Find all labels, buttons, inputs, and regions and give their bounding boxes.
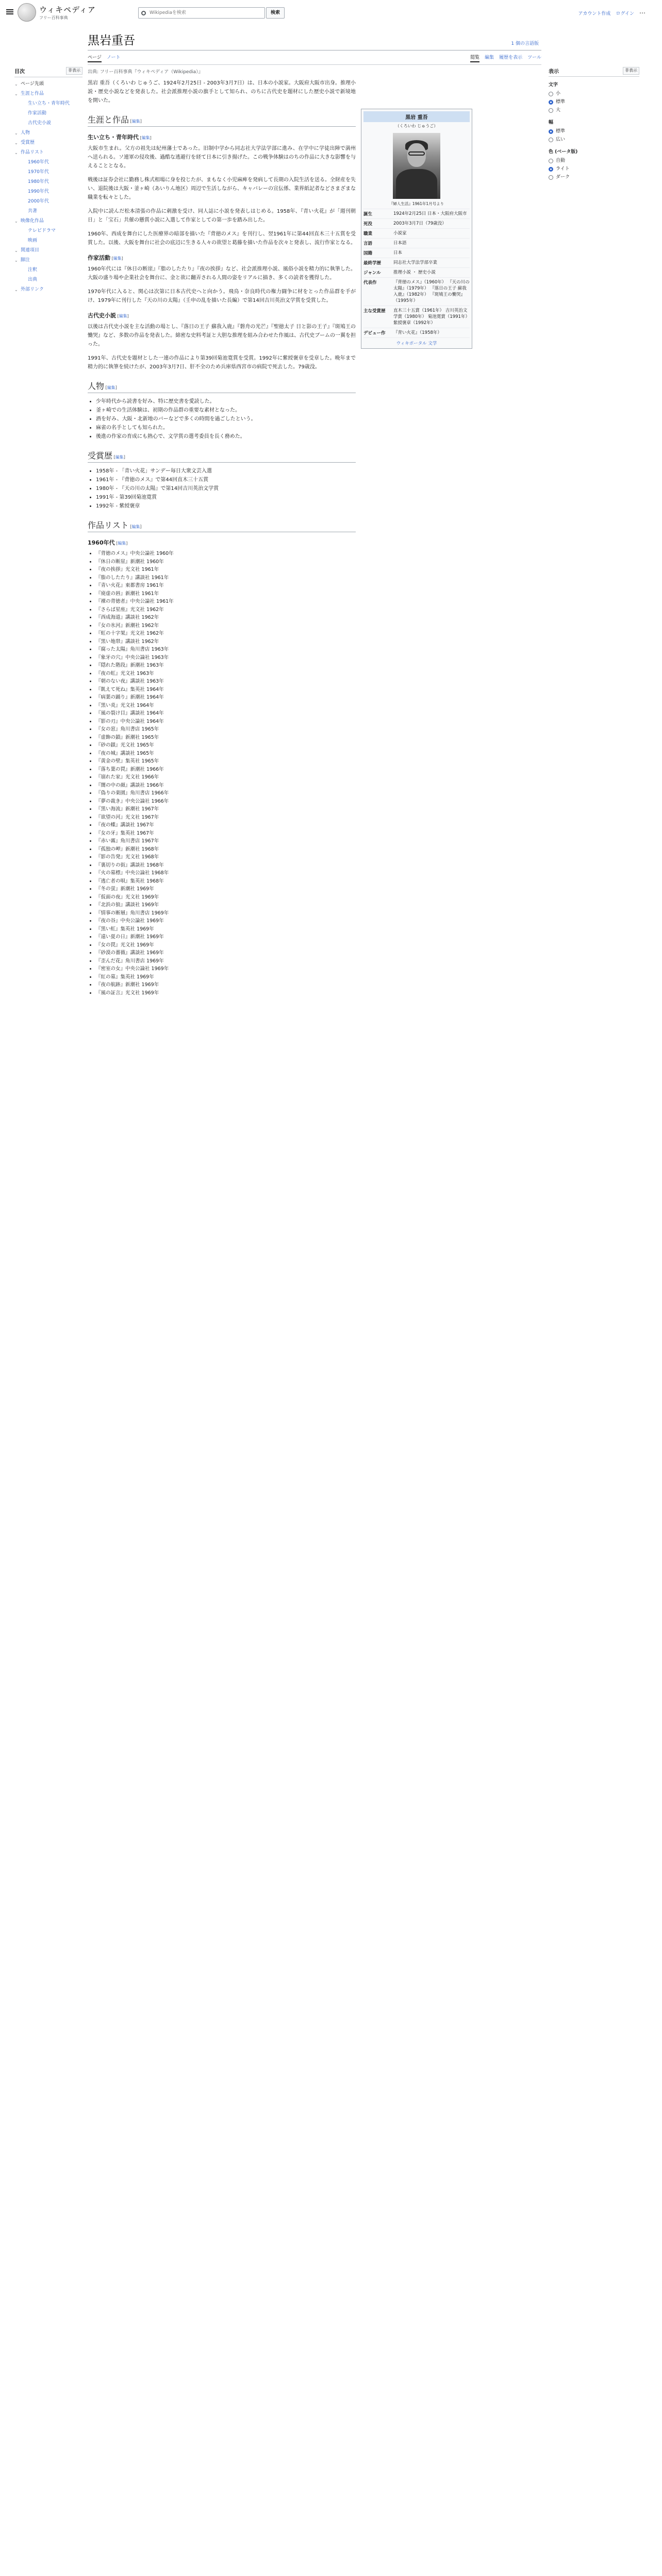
width-option[interactable] xyxy=(549,135,639,144)
toc-item-label: 受賞歴 xyxy=(21,140,35,145)
edit-link[interactable]: [編集] xyxy=(110,256,123,261)
toc-item-label: 作品リスト xyxy=(21,150,44,155)
portal-link[interactable] xyxy=(363,337,470,346)
list-item: • 1992年 - 紫綬褒章 xyxy=(96,502,356,511)
section-heading xyxy=(88,380,356,393)
toc-item-label: 2000年代 xyxy=(28,199,49,204)
toc-item[interactable] xyxy=(14,236,82,246)
work-item[interactable]: • 『風の証言』光文社 1969年 xyxy=(96,989,550,997)
color-option[interactable] xyxy=(549,165,639,173)
list-item: • 酒を好み、大阪・北新地のバーなどで多くの時間を過ごしたという。 xyxy=(96,415,356,423)
list-item: • 1961年 - 『背徳のメス』で第44回直木三十五賞 xyxy=(96,476,356,484)
work-item[interactable]: • 『廃虚の唇』新潮社 1961年 xyxy=(96,590,550,598)
chevron-down-icon: ⌄ xyxy=(14,219,18,224)
work-item[interactable]: • 『仮面の夜』光文社 1969年 xyxy=(96,893,550,902)
edit-link[interactable]: [編集] xyxy=(114,541,128,546)
infobox-row xyxy=(363,238,470,248)
toc-hide-button[interactable]: 非表示 xyxy=(66,67,82,75)
infobox-row xyxy=(363,228,470,238)
infobox-key: 職業 xyxy=(363,231,373,236)
toc-item[interactable] xyxy=(14,148,82,158)
paragraph: 1960年、西成を舞台にした医療界の暗部を描いた『背徳のメス』を刊行し、翌1961年に第44回直木三十五賞を受賞した。以後、大阪を舞台に社会の底辺に生きる人々の欲望と葛藤を描いた作品を次々と発表し、流行作家となる。 xyxy=(88,231,356,246)
work-item[interactable]: • 『北浜の狼』講談社 1969年 xyxy=(96,901,550,909)
list-item: • 少年時代から読書を好み、特に歴史書を愛読した。 xyxy=(96,397,356,406)
language-button[interactable]: 1 個の言語版 xyxy=(511,41,539,46)
infobox-value: 日本 xyxy=(393,250,403,256)
infobox-key: 代表作 xyxy=(363,280,377,285)
toc-header xyxy=(14,67,82,77)
toc-item[interactable] xyxy=(14,275,82,285)
work-item[interactable]: • 『黒い地帯』講談社 1962年 xyxy=(96,638,550,646)
toc-item[interactable] xyxy=(14,167,82,177)
work-item[interactable]: • 『朝のない夜』講談社 1963年 xyxy=(96,677,550,686)
bullet-icon xyxy=(22,207,26,216)
infobox-row xyxy=(363,258,470,267)
section-heading-text: 生涯と作品 xyxy=(88,115,129,125)
toc-item[interactable] xyxy=(14,118,82,128)
work-item[interactable]: • 『さらば星座』光文社 1962年 xyxy=(96,606,550,614)
bullet-icon xyxy=(22,187,26,197)
site-logo[interactable] xyxy=(18,3,96,22)
work-item[interactable]: • 『女の罠』光文社 1969年 xyxy=(96,941,550,950)
text-size-option[interactable] xyxy=(549,90,639,98)
text-size-option[interactable] xyxy=(549,106,639,114)
bullet-icon xyxy=(22,99,26,109)
toc-item[interactable] xyxy=(14,99,82,109)
section-heading-text: 受賞歴 xyxy=(88,451,113,461)
infobox-value: 『青い火花』（1958年） xyxy=(393,330,442,335)
work-item[interactable]: • 『裸の背徳者』中央公論社 1961年 xyxy=(96,598,550,606)
width-options xyxy=(549,127,639,144)
infobox-value: 『背徳のメス』（1960年） 『天の川の太陽』（1979年） 『落日の王子 蘇我入鹿』（1982年） 『斑鳩王の慟哭』（1995年） xyxy=(393,280,470,303)
work-item[interactable]: • 『黒い虹』集英社 1969年 xyxy=(96,925,550,934)
tabs-right xyxy=(470,54,541,62)
edit-link[interactable]: [編集] xyxy=(129,119,142,124)
work-item[interactable]: • 『黒い炎』光文社 1964年 xyxy=(96,702,550,710)
infobox-value: 小説家 xyxy=(393,231,407,236)
edit-link[interactable]: [編集] xyxy=(112,455,125,460)
bullet-list xyxy=(88,467,356,511)
toc-title: 目次 xyxy=(14,69,25,75)
work-item[interactable]: • 『背徳のメス』中央公論社 1960年 xyxy=(96,550,550,558)
search-box[interactable] xyxy=(138,7,265,19)
work-item[interactable]: • 『女の牙』集英社 1967年 xyxy=(96,829,550,838)
list-item: • 麻雀の名手としても知られた。 xyxy=(96,423,356,432)
bullet-icon xyxy=(22,158,26,167)
infobox-row xyxy=(363,306,470,328)
toc-item-label: 共著 xyxy=(28,209,38,214)
work-item[interactable]: • 『腐った太陽』角川書店 1963年 xyxy=(96,646,550,654)
infobox-value: 1924年2月25日 日本・大阪府大阪市 xyxy=(393,211,467,216)
work-item[interactable]: • 『崩れた家』光文社 1966年 xyxy=(96,773,550,782)
toc-item[interactable] xyxy=(14,207,82,216)
bullet-icon xyxy=(22,226,26,236)
section-heading xyxy=(88,449,356,463)
chevron-down-icon: ⌄ xyxy=(14,131,18,135)
work-item[interactable]: • 『夜の蝶』講談社 1967年 xyxy=(96,821,550,829)
site-header xyxy=(0,0,662,26)
tab-1[interactable]: ノート xyxy=(106,55,121,60)
infobox-key: 主な受賞歴 xyxy=(363,309,386,314)
color-options xyxy=(549,157,639,181)
toc-item-label: 注釈 xyxy=(28,267,38,273)
toc-item-label: 1960年代 xyxy=(28,160,49,165)
tab-0[interactable]: ページ xyxy=(88,54,102,62)
toc-item-label: 古代史小説 xyxy=(28,121,52,126)
edit-link[interactable]: [編集] xyxy=(128,524,142,529)
work-item[interactable]: • 『遠い夏の日』新潮社 1969年 xyxy=(96,933,550,941)
section-heading-text: 生い立ち・青年時代 xyxy=(88,134,139,141)
infobox xyxy=(361,109,472,349)
infobox-key: ジャンル xyxy=(363,270,381,276)
paragraph: 1970年代に入ると、関心は次第に日本古代史へと向かう。飛鳥・奈良時代の権力闘争に材をとった作品群を手がけ、1979年に刊行した『天の川の太陽』（壬申の乱を描いた長編）で第14回吉川英治文学賞を受賞した。 xyxy=(88,289,356,303)
intro-paragraph: 黒岩 重吾（くろいわ じゅうご、1924年2月25日 - 2003年3月7日）は、日本の小説家。大阪府大阪市出身。推理小説・歴史小説などを発表した。社会派推理小説の旗手として知られ、のちに古代史を題材にした歴史小説で新境地を開いた。 xyxy=(88,80,356,104)
color-option[interactable] xyxy=(549,157,639,165)
toc-item-label: 映画 xyxy=(28,238,38,243)
width-label: 幅 xyxy=(549,120,554,125)
work-item[interactable]: • 『夜の虹』光文社 1963年 xyxy=(96,670,550,678)
bullet-icon xyxy=(22,177,26,187)
portal-link-text[interactable]: ウィキポータル 文学 xyxy=(396,341,437,346)
infobox-subtitle: （くろいわ じゅうご） xyxy=(395,124,438,128)
portrait-caption: 『婦人生活』1961年1月号より xyxy=(389,201,444,206)
toc-item[interactable] xyxy=(14,197,82,207)
width-label: 広い xyxy=(556,137,566,142)
work-item[interactable]: • 『夢の裁き』中央公論社 1966年 xyxy=(96,798,550,806)
toc-item[interactable] xyxy=(14,285,82,295)
list-item: • 1991年 - 第39回菊池寛賞 xyxy=(96,493,356,502)
color-label: 色 (ベータ版) xyxy=(549,149,578,155)
main-content xyxy=(88,31,541,1002)
work-item[interactable]: • 『青い火花』東都書房 1961年 xyxy=(96,582,550,590)
infobox-key: 誕生 xyxy=(363,212,373,217)
edit-link[interactable]: [編集] xyxy=(104,385,117,390)
bullet-list xyxy=(88,397,356,441)
work-item[interactable]: • 『欲望の河』光文社 1967年 xyxy=(96,814,550,822)
radio-icon xyxy=(549,100,553,105)
radio-icon xyxy=(549,138,553,142)
work-item[interactable]: • 『砂の鎖』光文社 1965年 xyxy=(96,741,550,750)
chevron-down-icon: ⌄ xyxy=(14,141,18,145)
infobox-key: 言語 xyxy=(363,241,373,246)
work-item[interactable]: • 『火の墓標』中央公論社 1968年 xyxy=(96,869,550,877)
work-item[interactable]: • 『病葉の踊り』新潮社 1964年 xyxy=(96,693,550,702)
radio-icon xyxy=(549,92,553,96)
infobox-rows xyxy=(363,209,470,337)
work-item[interactable]: • 『密室の女』中央公論社 1969年 xyxy=(96,965,550,973)
section-heading-text: 人物 xyxy=(88,381,105,391)
create-account-link[interactable]: アカウント作成 xyxy=(578,11,611,16)
section-heading-text: 古代史小説 xyxy=(88,312,116,319)
search-icon xyxy=(141,11,146,15)
bullet-icon xyxy=(22,236,26,246)
tab-right-1[interactable]: 編集 xyxy=(485,55,494,60)
toc-item-label: 関連項目 xyxy=(21,248,40,253)
article-sections xyxy=(88,113,356,547)
work-item[interactable]: • 『孤独の岬』新潮社 1968年 xyxy=(96,845,550,854)
work-item[interactable]: • 『砂漠の薔薇』講談社 1969年 xyxy=(96,949,550,957)
work-item[interactable]: • 『落ち葉の罠』新潮社 1966年 xyxy=(96,766,550,774)
appearance-panel xyxy=(549,67,639,181)
tabs-left xyxy=(88,54,121,62)
section-heading-text: 1960年代 xyxy=(88,539,115,546)
tab-right-3[interactable]: ツール xyxy=(527,55,541,60)
text-size-option[interactable] xyxy=(549,98,639,106)
section-heading xyxy=(88,253,356,262)
text-size-options xyxy=(549,90,639,114)
work-item[interactable]: • 『影の刃』中央公論社 1964年 xyxy=(96,718,550,726)
infobox-key: 国籍 xyxy=(363,251,373,256)
work-item[interactable]: • 『偽りの楽園』角川書店 1966年 xyxy=(96,789,550,798)
work-item[interactable]: • 『虚飾の鎖』新潮社 1965年 xyxy=(96,734,550,742)
color-option[interactable] xyxy=(549,173,639,181)
main-menu-icon[interactable] xyxy=(6,8,13,15)
work-item[interactable]: • 『脂のしたたり』講談社 1961年 xyxy=(96,574,550,582)
toc-item[interactable] xyxy=(14,158,82,167)
section-heading-text: 作品リスト xyxy=(88,520,129,530)
paragraph: 大阪市生まれ。父方の祖先は紀州藩士であった。旧制中学から同志社大学法学部に進み、在学中に学徒出陣で満州へ送られる。ソ連軍の侵攻後、過酷な逃避行を経て日本に引き揚げた。この戦争体験はのちの作品に大きな影響を与えることとなる。 xyxy=(88,146,356,169)
infobox-row xyxy=(363,218,470,228)
infobox-row xyxy=(363,277,470,306)
edit-link[interactable]: [編集] xyxy=(116,314,129,318)
chevron-down-icon: ⌄ xyxy=(14,258,18,263)
login-link[interactable]: ログイン xyxy=(616,11,634,16)
text-size-label: 文字 xyxy=(549,82,558,88)
section-heading xyxy=(88,133,356,141)
work-item[interactable]: • 『闇の中の顔』講談社 1966年 xyxy=(96,782,550,790)
infobox-title: 黒岩 重吾 xyxy=(363,111,470,122)
bullet-icon xyxy=(22,265,26,275)
toc-item-label: 生い立ち・青年時代 xyxy=(28,101,70,106)
paragraph: 以後は古代史小説を主な活動の場とし、『落日の王子 蘇我入鹿』『磐舟の光芒』『聖徳太子 日と影の王子』『斑鳩王の慟哭』など、多数の作品を発表した。綿密な史料考証と大胆な推理を組み合わせた作風は、古代史ブームの一翼を担った。 xyxy=(88,324,356,347)
toc-item[interactable] xyxy=(14,138,82,148)
color-label: ライト xyxy=(556,166,570,172)
site-tagline: フリー百科事典 xyxy=(39,15,68,20)
bullet-icon xyxy=(22,167,26,177)
search-button[interactable]: 検索 xyxy=(266,7,285,19)
bullet-icon xyxy=(22,118,26,128)
toc-item[interactable] xyxy=(14,177,82,187)
paragraph: 1991年、古代史を題材とした一連の作品により第39回菊池寛賞を受賞。1992年に紫綬褒章を受章した。晩年まで精力的に執筆を続けたが、2003年3月7日、肝不全のため兵庫県西宮市の病院で死去した。79歳没。 xyxy=(88,355,356,370)
infobox-key: 最終学歴 xyxy=(363,261,382,266)
site-name: ウィキペディア xyxy=(39,5,96,14)
section-heading-text: 作家活動 xyxy=(88,255,110,261)
radio-icon xyxy=(549,175,553,180)
toc-item[interactable] xyxy=(14,187,82,197)
chevron-down-icon: ⌄ xyxy=(14,82,18,87)
chevron-down-icon: ⌄ xyxy=(14,287,18,292)
work-item[interactable]: • 『夜の谷』中央公論社 1969年 xyxy=(96,917,550,925)
work-item[interactable]: • 『冬の蛍』新潮社 1969年 xyxy=(96,885,550,893)
toc-item[interactable] xyxy=(14,128,82,138)
color-label: ダーク xyxy=(556,175,570,180)
section-heading xyxy=(88,113,356,127)
toc-item-label: 1990年代 xyxy=(28,189,49,194)
work-item[interactable]: • 『夜の挨拶』光文社 1961年 xyxy=(96,566,550,574)
bullet-icon xyxy=(22,109,26,118)
toc-item-label: 人物 xyxy=(21,130,30,135)
toc-item-label: 脚注 xyxy=(21,258,30,263)
paragraph: 戦後は証券会社に勤務し株式相場に身を投じたが、まもなく小児麻痺を発病して長期の入院生活を送る。全財産を失い、退院後は大阪・釜ヶ崎（あいりん地区）周辺で生活しながら、キャバレーの宣伝係、業界紙記者などさまざまな職業を転々とした。 xyxy=(88,177,356,200)
radio-icon xyxy=(549,129,553,134)
toc-item-label: 生涯と作品 xyxy=(21,91,44,96)
work-item[interactable]: • 『象牙の穴』中央公論社 1963年 xyxy=(96,654,550,662)
work-item[interactable]: • 『歪んだ花』角川書店 1969年 xyxy=(96,957,550,965)
infobox-value: 直木三十五賞（1961年） 吉川英治文学賞（1980年） 菊池寛賞（1991年） 紫綬褒章（1992年） xyxy=(393,308,470,326)
paragraph: 入院中に読んだ松本清張の作品に刺激を受け、同人誌に小説を発表しはじめる。1958年、『青い火花』が「週刊朝日」と「宝石」共催の懸賞小説に入選して作家としての第一歩を踏み出した。 xyxy=(88,209,356,223)
list-item: • 釜ヶ崎での生活体験は、初期の作品群の重要な素材となった。 xyxy=(96,406,356,415)
chevron-down-icon: ⌄ xyxy=(14,92,18,96)
work-item[interactable]: • 『裏切りの街』講談社 1968年 xyxy=(96,861,550,870)
infobox-row xyxy=(363,328,470,337)
work-item[interactable]: • 『女の窓』角川書店 1965年 xyxy=(96,725,550,734)
work-item[interactable]: • 『西成海道』講談社 1962年 xyxy=(96,614,550,622)
toc-item-label: 出典 xyxy=(28,277,38,282)
radio-icon xyxy=(549,167,553,172)
toc-item-label: 作家活動 xyxy=(28,111,47,116)
user-links xyxy=(578,9,646,16)
portrait-image[interactable] xyxy=(393,133,440,199)
infobox-row xyxy=(363,209,470,218)
infobox-value: 2003年3月7日（79歳没） xyxy=(393,221,446,226)
tab-right-0[interactable]: 閲覧 xyxy=(470,54,479,62)
works-list xyxy=(88,550,550,997)
work-item[interactable]: • 『風の裂け目』講談社 1964年 xyxy=(96,709,550,718)
radio-icon xyxy=(549,108,553,113)
chevron-down-icon: ⌄ xyxy=(14,150,18,155)
work-item[interactable]: • 『赤い霧』角川書店 1967年 xyxy=(96,837,550,845)
appearance-title: 表示 xyxy=(549,69,559,75)
toc-item[interactable] xyxy=(14,79,82,89)
page-tabs xyxy=(88,54,541,65)
toc-item[interactable] xyxy=(14,226,82,236)
page-tagline: 出典: フリー百科事典『ウィキペディア（Wikipedia）』 xyxy=(88,70,203,75)
work-item[interactable]: • 『影の告発』光文社 1968年 xyxy=(96,853,550,861)
infobox-value: 同志社大学法学部卒業 xyxy=(393,260,438,265)
work-item[interactable]: • 『女の氷河』新潮社 1962年 xyxy=(96,622,550,630)
bullet-icon xyxy=(22,197,26,207)
paragraph: 1960年代には『休日の断崖』『脂のしたたり』『夜の挨拶』など、社会派推理小説、風俗小説を精力的に執筆した。大阪の盛り場や企業社会を舞台に、金と欲に翻弄される人間の姿をリアルに描き、多くの読者を獲得した。 xyxy=(88,266,356,281)
toc-item-label: 映像化作品 xyxy=(21,218,44,224)
section-heading xyxy=(88,311,356,319)
width-option[interactable] xyxy=(549,127,639,135)
work-item[interactable]: • 『黄金の壁』集英社 1965年 xyxy=(96,757,550,766)
edit-link[interactable]: [編集] xyxy=(139,135,152,140)
appearance-header xyxy=(549,67,639,77)
work-item[interactable]: • 『夜の城』講談社 1965年 xyxy=(96,750,550,758)
section-heading xyxy=(88,538,356,547)
section-heading xyxy=(88,519,356,532)
toc-item[interactable] xyxy=(14,265,82,275)
infobox-key: 死没 xyxy=(363,222,373,227)
wikipedia-globe-icon xyxy=(18,3,36,22)
table-of-contents xyxy=(14,67,82,295)
toc-item-label: テレビドラマ xyxy=(28,228,56,233)
work-item[interactable]: • 『休日の断崖』新潮社 1960年 xyxy=(96,558,550,566)
text-size-label: 標準 xyxy=(556,99,566,105)
infobox-value: 推理小説 ・ 歴史小説 xyxy=(393,270,436,275)
list-item: • 1980年 - 『天の川の太陽』で第14回吉川英治文学賞 xyxy=(96,484,356,493)
toc-list xyxy=(14,79,82,295)
toc-item-label: 1970年代 xyxy=(28,170,49,175)
appearance-hide-button[interactable]: 非表示 xyxy=(623,67,639,75)
toc-item[interactable] xyxy=(14,109,82,118)
work-item[interactable]: • 『虹の十字架』光文社 1962年 xyxy=(96,630,550,638)
tab-right-2[interactable]: 履歴を表示 xyxy=(499,55,523,60)
title-row xyxy=(88,31,541,50)
text-size-label: 大 xyxy=(556,108,561,113)
page-title: 黒岩重吾 xyxy=(88,34,135,47)
toc-item-label: 外部リンク xyxy=(21,287,44,292)
list-item: • 1958年 - 「青い火花」サンデー毎日大衆文芸入選 xyxy=(96,467,356,476)
toc-item[interactable] xyxy=(14,216,82,226)
color-label: 自動 xyxy=(556,158,566,163)
toc-item-label: ページ先頭 xyxy=(21,81,44,87)
toc-item-label: 1980年代 xyxy=(28,179,49,184)
toc-item[interactable] xyxy=(14,246,82,256)
work-item[interactable]: • 『紅の墓』集英社 1969年 xyxy=(96,973,550,981)
work-item[interactable]: • 『逃亡者の唄』集英社 1968年 xyxy=(96,877,550,886)
search-input[interactable] xyxy=(148,10,264,16)
work-item[interactable]: • 『隠れた階段』新潮社 1963年 xyxy=(96,662,550,670)
toc-item[interactable] xyxy=(14,89,82,99)
radio-icon xyxy=(549,159,553,163)
chevron-down-icon: ⌄ xyxy=(14,248,18,253)
work-item[interactable]: • 『夜の航跡』新潮社 1969年 xyxy=(96,981,550,989)
infobox-row xyxy=(363,248,470,258)
width-label: 標準 xyxy=(556,129,566,134)
list-item: • 後進の作家の育成にも熱心で、文学賞の選考委員を長く務めた。 xyxy=(96,432,356,441)
work-item[interactable]: • 『飢えて死ね』集英社 1964年 xyxy=(96,686,550,694)
infobox-row xyxy=(363,267,470,277)
infobox-key: デビュー作 xyxy=(363,331,386,336)
article-body xyxy=(88,79,356,547)
infobox-value: 日本語 xyxy=(393,241,407,246)
more-options-icon[interactable]: ⋯ xyxy=(639,9,646,16)
text-size-label: 小 xyxy=(556,91,561,96)
work-item[interactable]: • 『情事の断層』角川書店 1969年 xyxy=(96,909,550,918)
bullet-icon xyxy=(22,275,26,285)
toc-item[interactable] xyxy=(14,256,82,265)
work-item[interactable]: • 『黒い海流』新潮社 1967年 xyxy=(96,805,550,814)
